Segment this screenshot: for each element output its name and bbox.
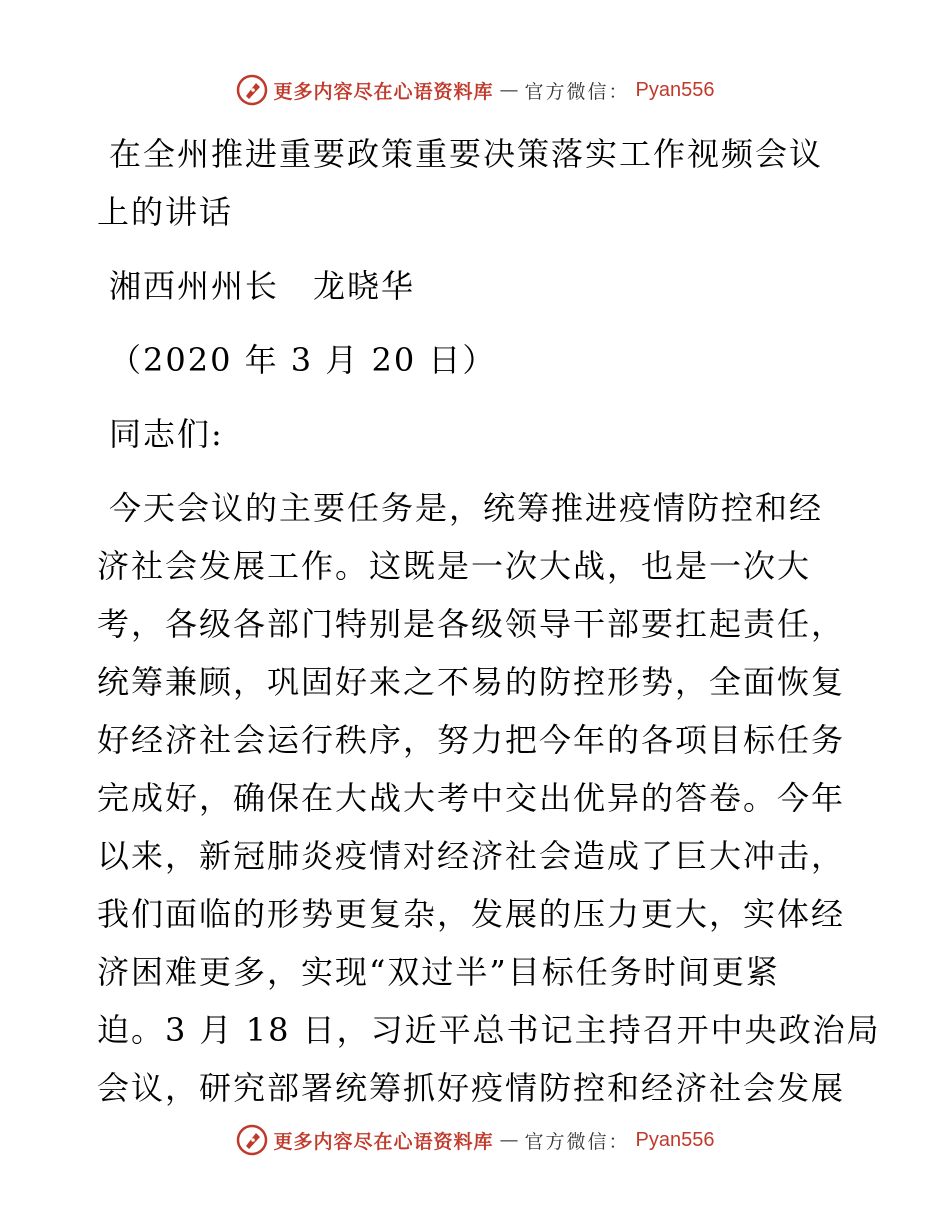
body-line: 好经济社会运行秩序，努力把今年的各项目标任务 <box>97 721 846 759</box>
body-line: 完成好，确保在大战大考中交出优异的答卷。今年 <box>97 779 846 817</box>
watermark-wechat-label: 官方微信： <box>524 1130 630 1153</box>
body-line: 统筹兼顾，巩固好来之不易的防控形势，全面恢复 <box>97 663 846 701</box>
watermark-wechat-label: 官方微信： <box>524 80 630 103</box>
body-line: 迫。3 月 18 日，习近平总书记主持召开中央政治局 <box>97 1011 881 1049</box>
pen-nib-circle-icon <box>236 74 268 106</box>
salutation: 同志们: <box>109 415 224 453</box>
watermark-footer <box>0 1120 950 1160</box>
title-line-1: 在全州推进重要政策重要决策落实工作视频会议 <box>109 135 824 173</box>
body-line: 我们面临的形势更复杂，发展的压力更大，实体经 <box>97 895 846 933</box>
body-line: 会议，研究部署统筹抓好疫情防控和经济社会发展 <box>97 1069 846 1107</box>
speaker-line: 湘西州州长 龙晓华 <box>109 267 416 305</box>
watermark-wechat-id: Pyan556 <box>635 78 715 101</box>
watermark-dash: — <box>499 1129 519 1151</box>
watermark-main-text: 更多内容尽在心语资料库 <box>273 1130 494 1153</box>
body-line: 考，各级各部门特别是各级领导干部要扛起责任， <box>97 605 846 643</box>
document-body <box>97 125 881 1117</box>
pen-nib-circle-icon <box>236 1124 268 1156</box>
body-line: 今天会议的主要任务是，统筹推进疫情防控和经 <box>109 489 824 527</box>
body-line: 济社会发展工作。这既是一次大战，也是一次大 <box>97 547 812 585</box>
watermark-wechat-id: Pyan556 <box>635 1128 715 1151</box>
date-line: （2020 年 3 月 20 日） <box>109 341 497 379</box>
watermark-main-text: 更多内容尽在心语资料库 <box>273 80 494 103</box>
body-line: 济困难更多，实现“双过半”目标任务时间更紧 <box>97 953 780 991</box>
watermark-dash: — <box>499 79 519 101</box>
watermark-header <box>0 70 950 110</box>
title-line-2: 上的讲话 <box>97 193 234 231</box>
body-line: 以来，新冠肺炎疫情对经济社会造成了巨大冲击， <box>97 837 846 875</box>
